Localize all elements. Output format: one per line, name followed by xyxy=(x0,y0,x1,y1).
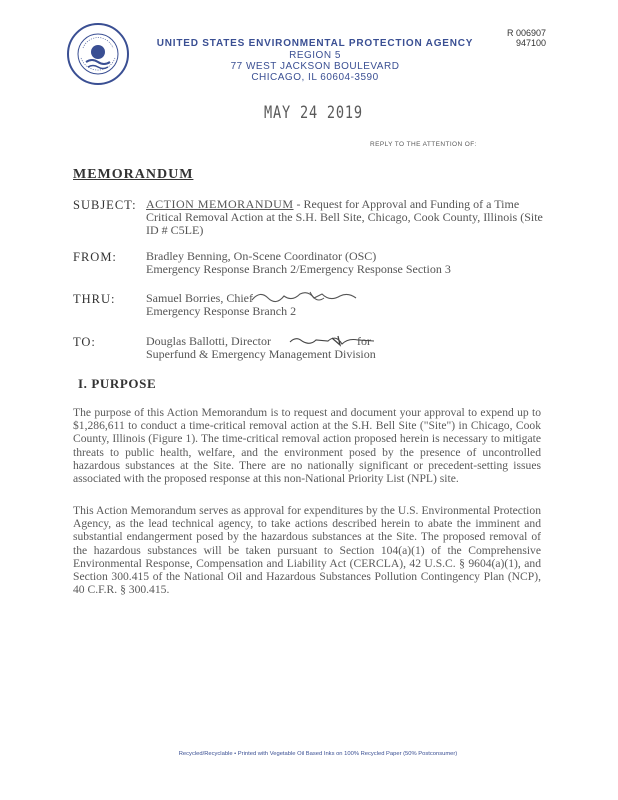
thru-title: Emergency Response Branch 2 xyxy=(146,304,297,318)
from-name: Bradley Benning, On-Scene Coordinator (OSC) xyxy=(146,249,377,263)
subject-text: - Request for Approval and Funding of a Time Critical Removal Action at the S.H. Bell Site, Chicago, Cook County, Illinois (Site ID # C5LE) xyxy=(146,197,543,237)
from-value xyxy=(146,250,546,276)
from-label: FROM: xyxy=(73,250,117,264)
to-signature xyxy=(288,332,378,348)
thru-signature xyxy=(250,288,360,306)
from-title: Emergency Response Branch 2/Emergency Response Section 3 xyxy=(146,262,451,276)
thru-label: THRU: xyxy=(73,292,116,306)
epa-seal-logo xyxy=(66,22,130,86)
subject-label: SUBJECT: xyxy=(73,198,137,212)
document-number: R 006907 xyxy=(506,28,546,38)
to-title: Superfund & Emergency Management Division xyxy=(146,347,376,361)
agency-name: UNITED STATES ENVIRONMENTAL PROTECTION AGENCY xyxy=(156,38,474,49)
purpose-paragraph-1: The purpose of this Action Memorandum is to request and document your approval to expend up to $1,286,611 to conduct a time-critical removal action at the S.H. Bell Site ("Site") in Chicago, Cook County, Illinois (Figure 1). The time-critical removal action proposed herein is necessary to mitigate threats to public health, welfare, and the environment posed by the presence of uncontrolled hazardous substances at the Site. There are no nationally significant or precedent-setting issues associated with the proposed response at this non-National Priority List (NPL) site. xyxy=(73,406,541,486)
section-purpose-title: I. PURPOSE xyxy=(78,376,157,391)
to-label: TO: xyxy=(73,335,96,349)
agency-street: 77 WEST JACKSON BOULEVARD xyxy=(230,61,400,72)
recycled-paper-footer: Recycled/Recyclable • Printed with Vegetable Oil Based Inks on 100% Recycled Paper (50% Postconsumer) xyxy=(178,751,458,757)
purpose-paragraph-2: This Action Memorandum serves as approval for expenditures by the U.S. Environmental Protection Agency, as the lead technical agency, to take actions described herein to abate the imminent and substantial endangerment posed by the hazardous substances at the Site. The proposed removal of the hazardous substances will be taken pursuant to Section 104(a)(1) of the Comprehensive Environmental Response, Compensation and Liability Act (CERCLA), 42 U.S.C. § 9604(a)(1), and Section 300.415 of the National Oil and Hazardous Substances Pollution Contingency Plan (NCP), 40 C.F.R. § 300.415. xyxy=(73,504,541,597)
to-name-text: Douglas Ballotti, Director xyxy=(146,334,271,348)
date-stamp: MAY 24 2019 xyxy=(264,103,363,123)
thru-name: Samuel Borries, Chief xyxy=(146,291,253,305)
agency-region: REGION 5 xyxy=(289,50,341,61)
subject-heading: ACTION MEMORANDUM xyxy=(146,197,294,211)
memo-title: MEMORANDUM xyxy=(73,167,194,182)
subject-value xyxy=(146,198,546,237)
reply-to-attention: REPLY TO THE ATTENTION OF: xyxy=(370,141,477,148)
to-sig-suffix: for xyxy=(356,334,371,348)
document-number-secondary: 947100 xyxy=(515,38,546,48)
agency-city: CHICAGO, IL 60604-3590 xyxy=(251,72,379,83)
